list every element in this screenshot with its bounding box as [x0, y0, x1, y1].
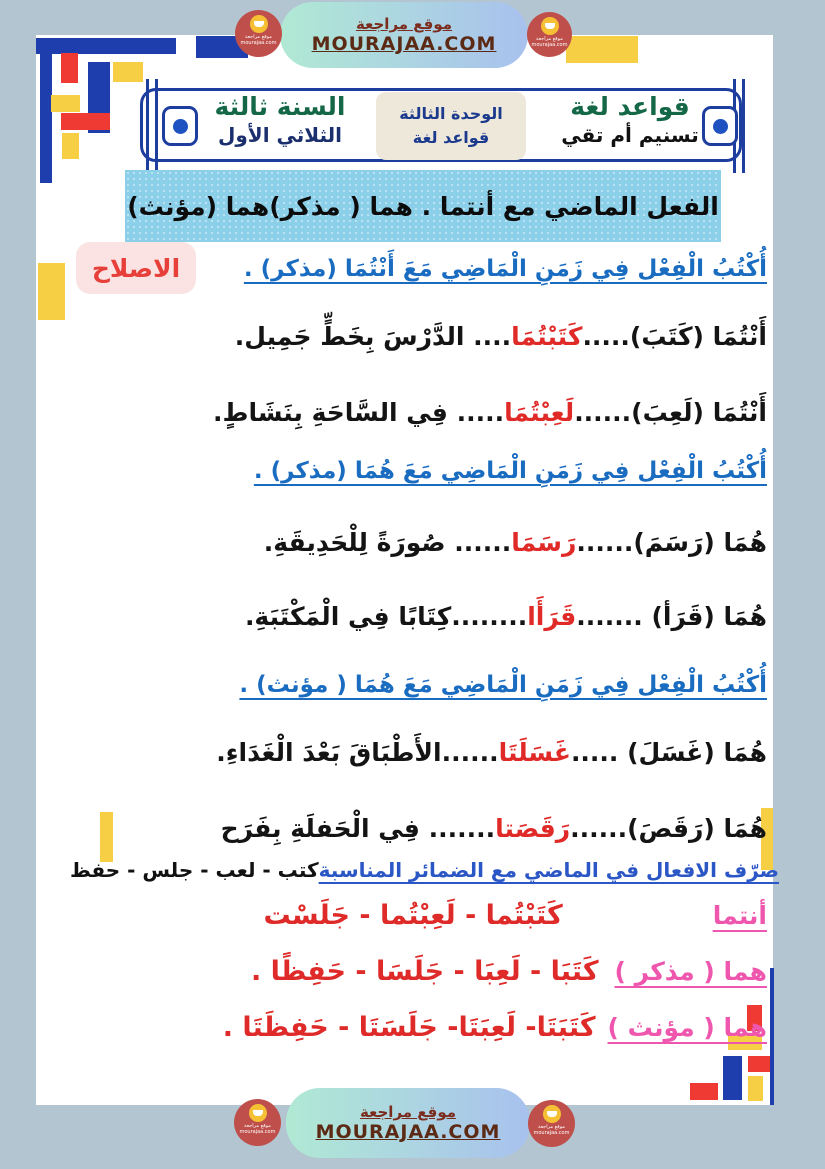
- correction-badge: الاصلاح: [76, 242, 196, 294]
- mourajaa-logo-icon: موقع مراجعة mourajaa.com: [527, 12, 572, 57]
- decor-rect: [723, 1056, 742, 1100]
- site-link[interactable]: MOURAJAA.COM: [311, 33, 497, 55]
- decor-rect: [113, 62, 143, 82]
- answer-text: لَعِبْتُمَا: [504, 398, 575, 427]
- answer-text: غَسَلَتَا: [498, 738, 571, 767]
- conjugation-answers: كَتَبَا - لَعِبَا - جَلَسَا - حَفِظًا .: [251, 956, 599, 987]
- decor-rect: [748, 1076, 763, 1101]
- book-icon: [541, 17, 559, 35]
- exercise-line: هُمَا (غَسَلَ) .....غَسَلَتَا......الأَطْبَاقَ بَعْدَ الْغَدَاءِ.: [216, 738, 767, 767]
- conjugation-row: [263, 900, 767, 931]
- exercise-line: هُمَا (رَسَمَ)......رَسَمَا...... صُورَةً لِلْحَدِيقَةِ.: [263, 528, 767, 557]
- site-banner-top: [280, 2, 528, 68]
- header-unit-column: [376, 92, 526, 160]
- decor-rect: [100, 812, 113, 862]
- conjugation-row: [223, 1012, 767, 1043]
- subject-label: قواعد لغة: [570, 92, 690, 121]
- teacher-name: تسنيم أم تقي: [561, 123, 699, 147]
- conjugation-answers: كَتَبَتَا- لَعِبَتَا- جَلَسَتَا - حَفِظَتَا .: [222, 1012, 596, 1043]
- decor-rect: [566, 36, 638, 63]
- book-icon: [543, 1105, 561, 1123]
- header-box-ornament: [155, 79, 158, 173]
- conjugation-instruction: صرّف الافعال في الماضي مع الضمائر المناسبة: [318, 858, 779, 882]
- header-subject-column: [545, 92, 715, 148]
- conjugation-verbs: كتب - لعب - جلس - حفظ: [69, 858, 319, 882]
- answer-text: قَرَأَا: [527, 602, 577, 631]
- exercise-heading: أُكْتُبُ الْفِعْل فِي زَمَنِ الْمَاضِي مَعَ هُمَا (مذكر) .: [253, 458, 767, 484]
- grade-label: السنة ثالثة: [214, 92, 346, 121]
- header-box-ornament: [742, 79, 745, 173]
- answer-text: رَقَصَتا: [495, 814, 571, 843]
- site-name-arabic: موقع مراجعة: [359, 1103, 457, 1121]
- decor-rect: [62, 133, 79, 159]
- site-link[interactable]: MOURAJAA.COM: [315, 1121, 501, 1143]
- pronoun-label: أنتما: [712, 901, 767, 930]
- decor-rect: [61, 53, 78, 83]
- site-banner-bottom: [286, 1088, 530, 1158]
- book-icon: [250, 15, 268, 33]
- exercise-line: أَنْتُمَا (لَعِبَ)......لَعِبْتُمَا..... فِي السَّاحَةِ بِنَشَاطٍ.: [213, 398, 767, 427]
- exercise-heading: أُكْتُبُ الْفِعْل فِي زَمَنِ الْمَاضِي مَعَ هُمَا ( مؤنث) .: [239, 672, 767, 698]
- header-grade-column: [195, 92, 365, 148]
- trimester-label: الثلاثي الأول: [218, 123, 342, 147]
- conjugation-row: [251, 956, 767, 987]
- decor-rect: [61, 113, 110, 130]
- decor-rect: [690, 1083, 718, 1100]
- exercise-heading: أُكْتُبُ الْفِعْل فِي زَمَنِ الْمَاضِي مَعَ أَنْتُمَا (مذكر) .: [243, 256, 767, 282]
- decor-bar: [36, 38, 176, 54]
- unit-label: الوحدة الثالثة: [399, 104, 503, 123]
- exercise-line: هُمَا (رَقَصَ)......رَقَصَتا....... فِي الْحَفلَةِ بِفَرَح: [220, 814, 767, 843]
- conjugation-heading: [70, 858, 779, 882]
- conjugation-answers: كَتَبْتُما - لَعِبْتُما - جَلَسْت: [263, 900, 563, 931]
- decor-rect: [51, 95, 80, 112]
- mourajaa-logo-icon: موقع مراجعة mourajaa.com: [234, 1099, 281, 1146]
- pronoun-label: هما ( مذكر ): [614, 957, 767, 986]
- decor-bar: [770, 968, 774, 1105]
- header-box-dot-left: [162, 106, 198, 146]
- mourajaa-logo-icon: موقع مراجعة mourajaa.com: [528, 1100, 575, 1147]
- site-name-arabic: موقع مراجعة: [355, 15, 453, 33]
- answer-text: رَسَمَا: [511, 528, 577, 557]
- decor-rect: [38, 263, 65, 320]
- mourajaa-logo-icon: موقع مراجعة mourajaa.com: [235, 10, 282, 57]
- lesson-title-band: [125, 170, 721, 242]
- lesson-title: الفعل الماضي مع أنتما . هما ( مذكر)هما (مؤنث): [127, 191, 719, 221]
- header-box-ornament: [146, 79, 149, 173]
- exercise-line: هُمَا (قَرَأ) .......قَرَأَا........كِتَابًا فِي الْمَكْتَبَةِ.: [244, 602, 767, 631]
- pronoun-label: هما ( مؤنث ): [607, 1013, 767, 1042]
- answer-text: كَتَبْتُمَا: [511, 322, 583, 351]
- book-icon: [249, 1104, 267, 1122]
- unit-subject-label: قواعد لغة: [412, 128, 490, 147]
- exercise-line: أَنْتُمَا (كَتَبَ).....كَتَبْتُمَا.... الدَّرْسَ بِخَطٍّ جَمِيل.: [234, 322, 767, 351]
